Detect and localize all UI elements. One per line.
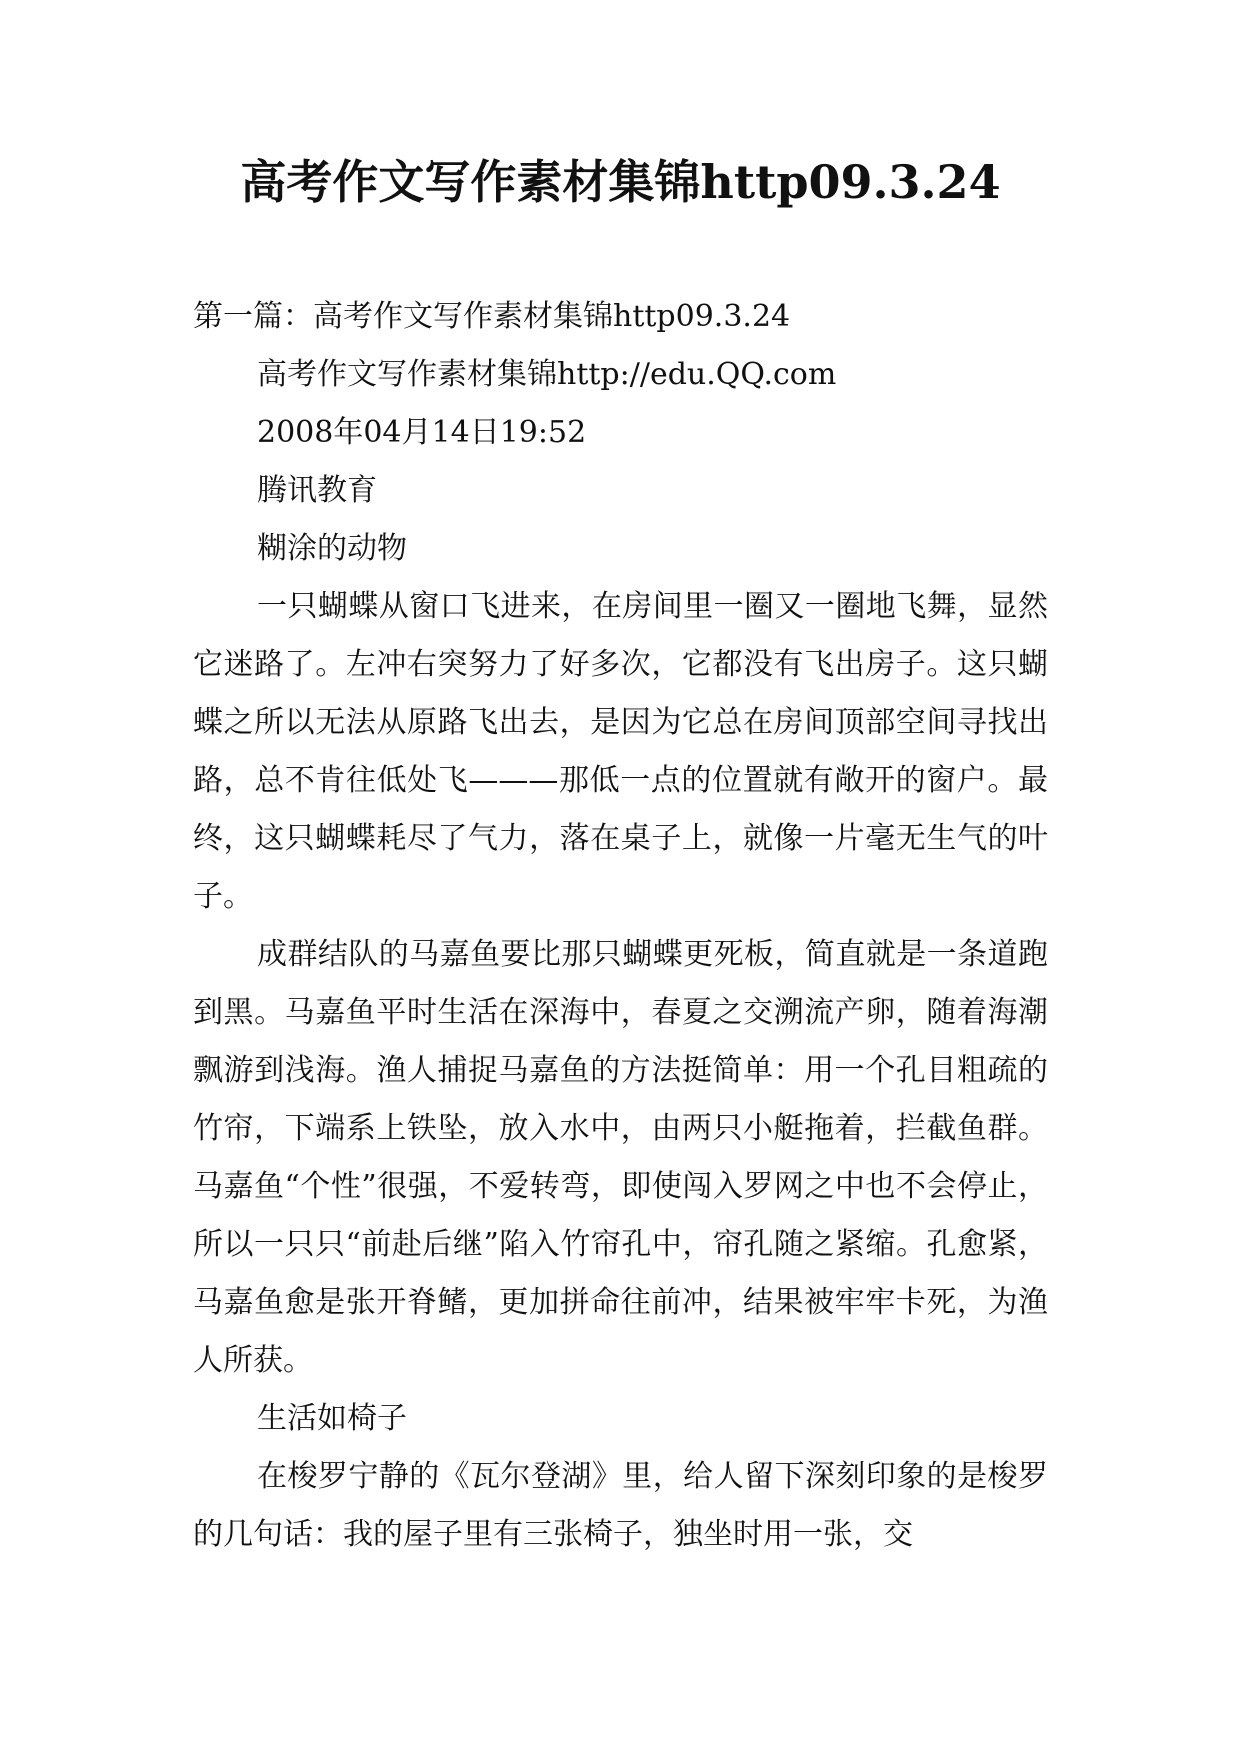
section-heading: 生活如椅子 (257, 1401, 407, 1436)
body-paragraph: 在梭罗宁静的《瓦尔登湖》里，给人留下深刻印象的是梭罗的几句话：我的屋子里有三张椅子，独坐时用一张，交 (193, 1459, 1048, 1552)
document-body (193, 288, 1048, 1564)
body-paragraph: 成群结队的马嘉鱼要比那只蝴蝶更死板，简直就是一条道跑到黑。马嘉鱼平时生活在深海中，春夏之交溯流产卵，随着海潮飘游到浅海。渔人捕捉马嘉鱼的方法挺简单：用一个孔目粗疏的竹帘，下端系上铁坠，放入水中，由两只小艇拖着，拦截鱼群。马嘉鱼“个性”很强，不爱转弯，即使闯入罗网之中也不会停止，所以一只只“前赴后继”陷入竹帘孔中，帘孔随之紧缩。孔愈紧，马嘉鱼愈是张开脊鳍，更加拼命往前冲，结果被牢牢卡死，为渔人所获。 (193, 937, 1048, 1378)
source-line: 高考作文写作素材集锦http://edu.QQ.com (257, 357, 837, 392)
body-paragraph: 一只蝴蝶从窗口飞进来，在房间里一圈又一圈地飞舞，显然它迷路了。左冲右突努力了好多次，它都没有飞出房子。这只蝴蝶之所以无法从原路飞出去，是因为它总在房间顶部空间寻找出路，总不肯往低处飞———那低一点的位置就有敞开的窗户。最终，这只蝴蝶耗尽了气力，落在桌子上，就像一片毫无生气的叶子。 (193, 589, 1048, 914)
date-line: 2008年04月14日19:52 (257, 415, 587, 450)
section-heading: 糊涂的动物 (257, 531, 407, 566)
chapter-heading: 第一篇：高考作文写作素材集锦http09.3.24 (193, 299, 791, 334)
publisher-line: 腾讯教育 (257, 473, 377, 508)
document-title: 高考作文写作素材集锦http09.3.24 (240, 155, 1001, 209)
